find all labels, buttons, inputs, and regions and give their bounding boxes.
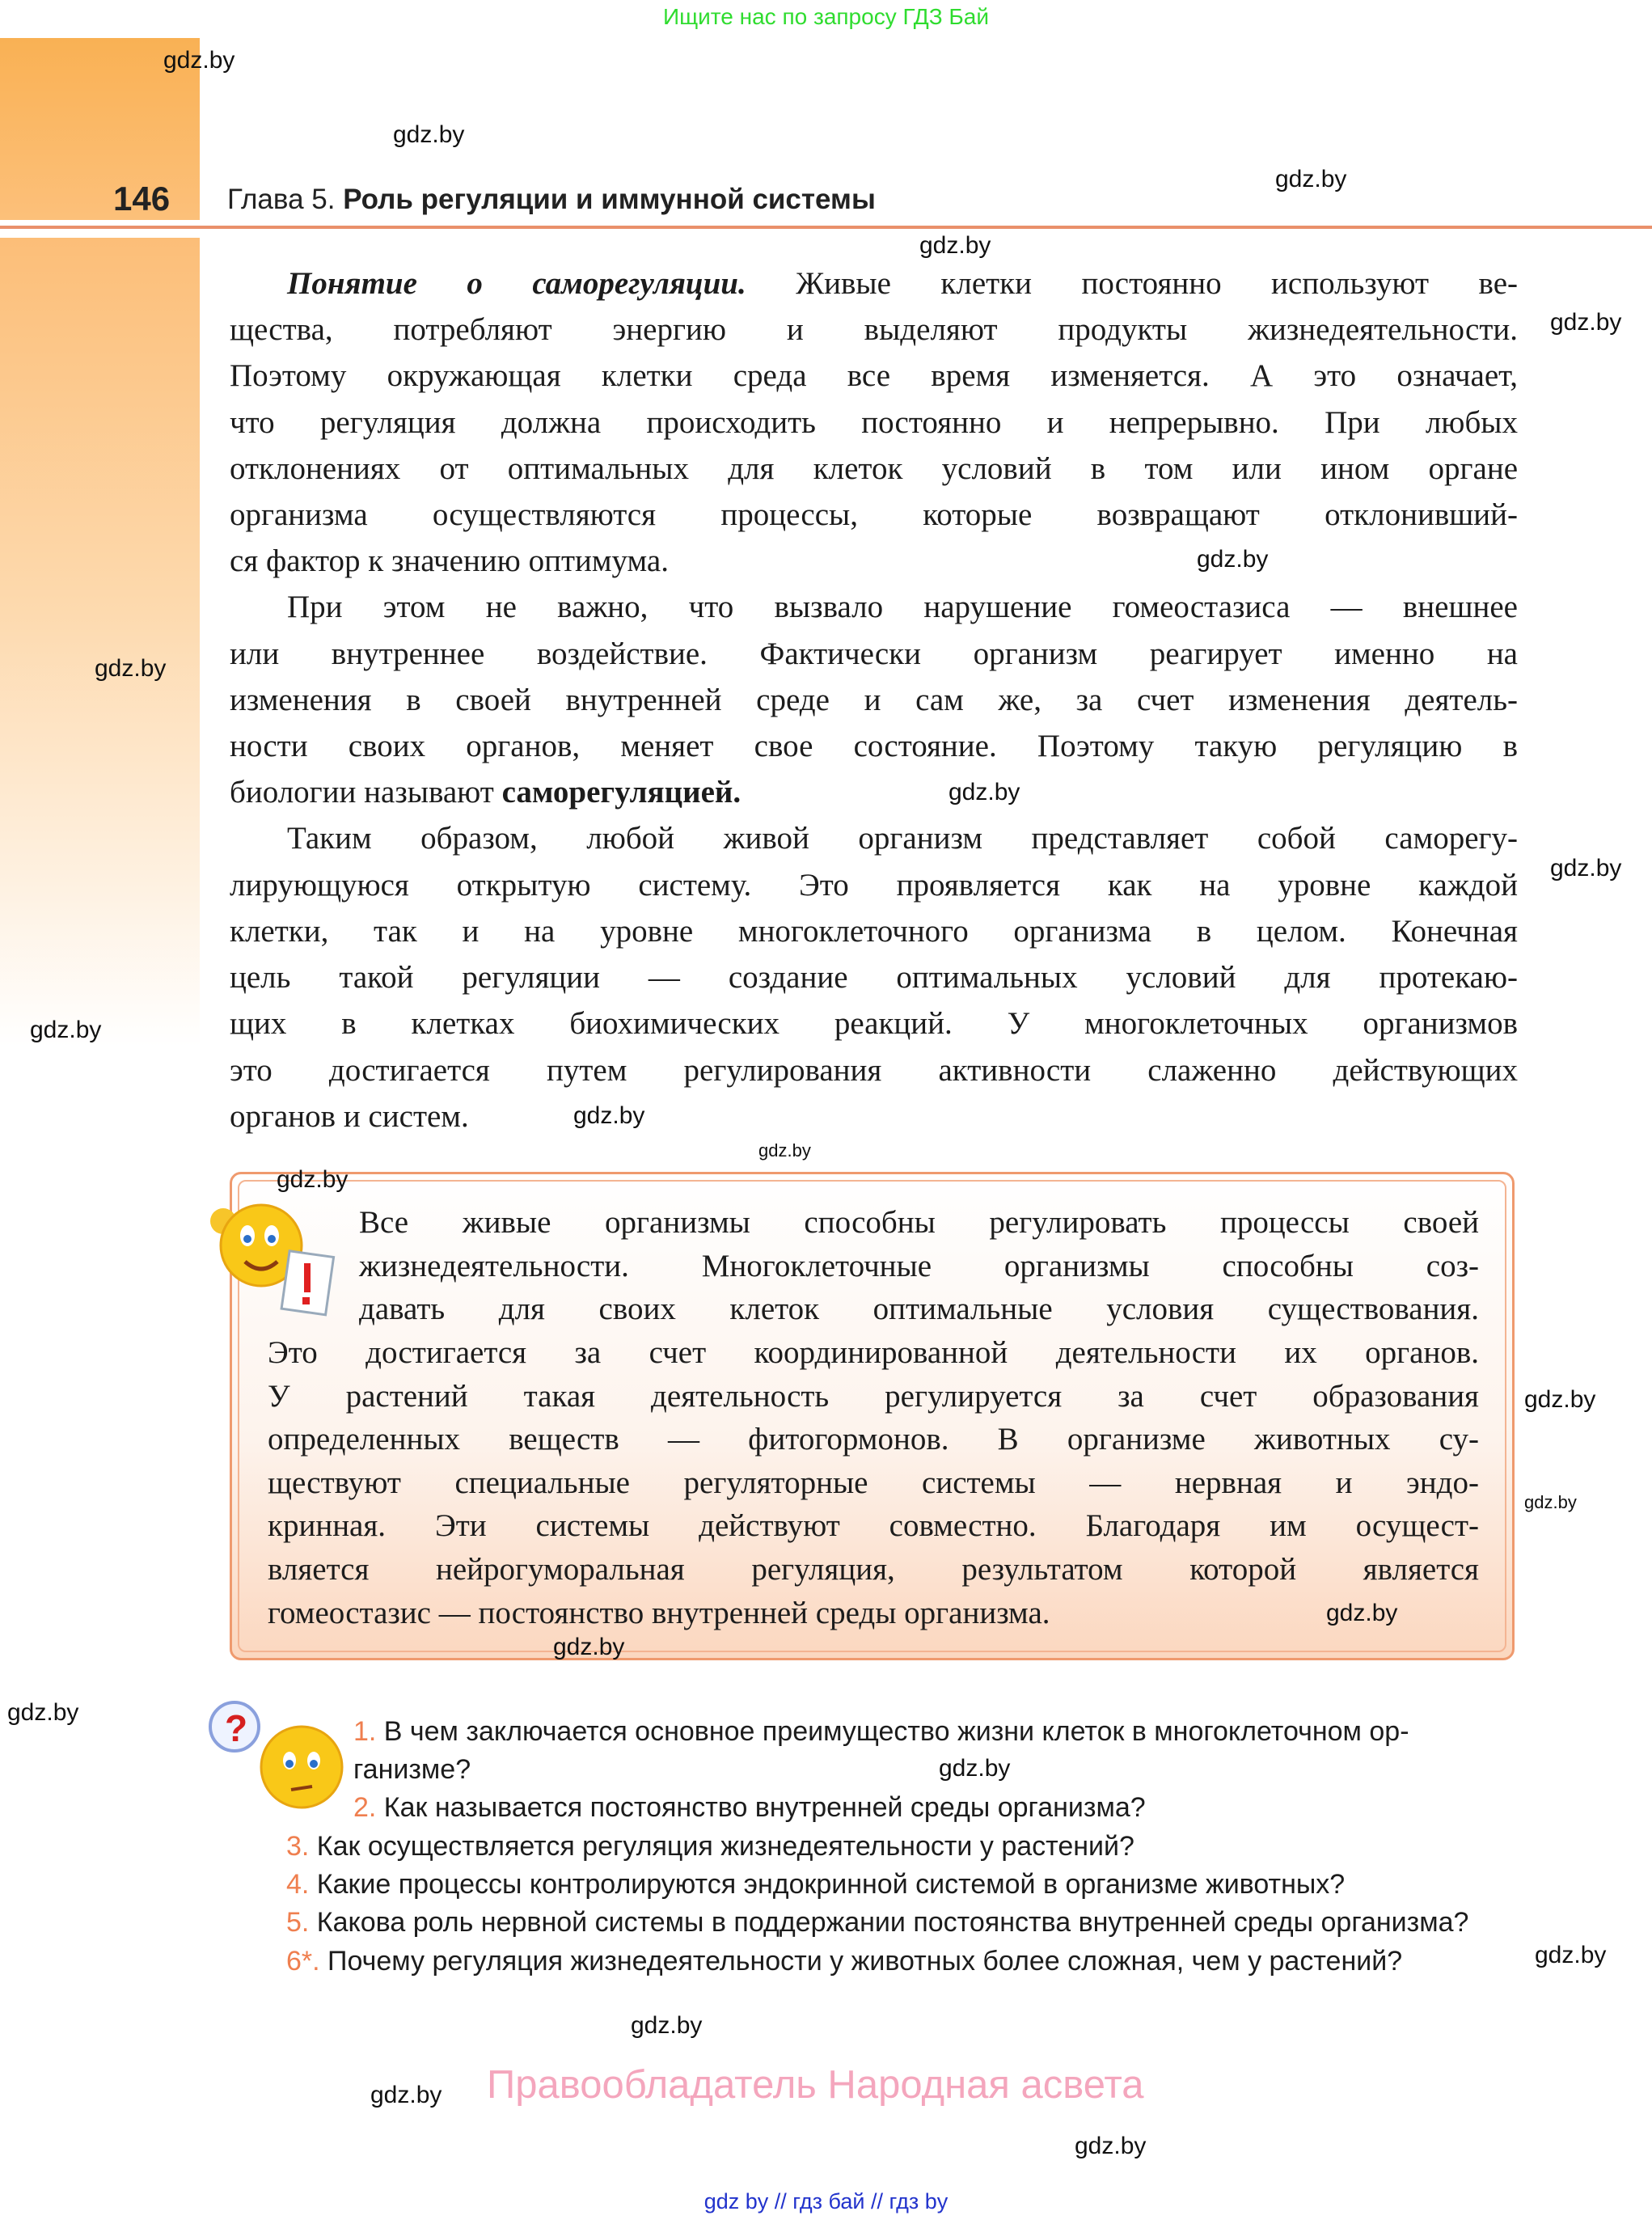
question-item: 2. Как называется постоянство внутренней среды организма? — [353, 1792, 1146, 1823]
chapter-name: Роль регуляции и иммунной системы — [343, 184, 876, 215]
callout-line: давать для своих клеток оптимальные условия существования. — [359, 1292, 1479, 1326]
watermark: gdz.by — [949, 779, 1020, 805]
callout-line: Все живые организмы способны регулировать процессы своей — [359, 1205, 1479, 1240]
body-line: щих в клетках биохимических реакций. У многоклеточных организмов — [230, 1006, 1518, 1041]
body-line: это достигается путем регулирования активности слаженно действующих — [230, 1053, 1518, 1088]
watermark: gdz.by — [7, 1699, 79, 1726]
body-line: биологии называют саморегуляцией. — [230, 775, 741, 810]
exclamation-smiley-icon — [201, 1189, 354, 1326]
body-line: лирующуюся открытую систему. Это проявляется как на уровне каждой — [230, 868, 1518, 903]
watermark: gdz.by — [919, 232, 991, 259]
question-smiley-icon — [201, 1694, 346, 1816]
watermark: gdz.by — [95, 655, 167, 682]
watermark: gdz.by — [1197, 546, 1269, 573]
body-line: цель такой регуляции — создание оптимальных условий для протекаю- — [230, 960, 1518, 995]
chapter-prefix: Глава 5. — [227, 184, 336, 215]
search-banner: Ищите нас по запросу ГДЗ Бай — [662, 4, 990, 29]
question-item: 4. Какие процессы контролируются эндокринной системой в организме животных? — [286, 1869, 1346, 1900]
body-line: ности своих органов, меняет свое состояние. Поэтому такую регуляцию в — [230, 729, 1518, 763]
body-line: Понятие о саморегуляции. Живые клетки постоянно используют ве- — [287, 266, 1519, 301]
section-heading: Понятие о саморегуляции. — [287, 266, 746, 301]
page-number: 146 — [113, 180, 171, 218]
watermark: gdz.by — [1275, 166, 1347, 192]
watermark: gdz.by — [1550, 309, 1622, 336]
callout-line: определенных веществ — фитогормонов. В организме животных су- — [268, 1422, 1479, 1457]
watermark: gdz.by — [1075, 2133, 1147, 2159]
body-line: клетки, так и на уровне многоклеточного организма в целом. Конечная — [230, 914, 1518, 949]
callout-line: жизнедеятельности. Многоклеточные организмы способны соз- — [359, 1249, 1479, 1283]
bold-term: саморегуляцией. — [501, 775, 741, 810]
watermark: gdz.by — [758, 1140, 811, 1161]
watermark: gdz.by — [573, 1102, 645, 1129]
watermark: gdz.by — [163, 47, 235, 74]
callout-line: Это достигается за счет координированной деятельности их органов. — [268, 1335, 1479, 1370]
callout-line: кринная. Эти системы действуют совместно. Благодаря им осущест- — [268, 1508, 1479, 1543]
body-line: что регуляция должна происходить постоянно и непрерывно. При любых — [230, 405, 1518, 440]
header-divider — [0, 226, 1652, 229]
watermark: gdz.by — [370, 2082, 442, 2108]
callout-line: У растений такая деятельность регулируется за счет образования — [268, 1379, 1479, 1414]
body-line: изменения в своей внутренней среде и сам же, за счет изменения деятель- — [230, 683, 1518, 717]
watermark: gdz.by — [553, 1634, 625, 1660]
body-line: Таким образом, любой живой организм представляет собой саморегу- — [287, 821, 1518, 856]
watermark: gdz.by — [1524, 1386, 1596, 1413]
callout-line: вляется нейрогуморальная регуляция, результатом которой является — [268, 1552, 1479, 1587]
watermark: gdz.by — [30, 1017, 102, 1043]
watermark: gdz.by — [1550, 855, 1622, 882]
body-line: ся фактор к значению оптимума. — [230, 543, 669, 578]
watermark: gdz.by — [1326, 1600, 1398, 1626]
question-item: 5. Какова роль нервной системы в поддержании постоянства внутренней среды организма? — [286, 1907, 1469, 1938]
watermark: gdz.by — [1524, 1492, 1577, 1512]
rights-holder-notice: Правообладатель Народная асвета — [487, 2063, 1144, 2107]
body-line: отклонениях от оптимальных для клеток условий в том или ином органе — [230, 451, 1518, 486]
body-line: организма осуществляются процессы, которые возвращают отклонивший- — [230, 497, 1518, 532]
body-line: При этом не важно, что вызвало нарушение гомеостазиса — внешнее — [287, 590, 1518, 624]
svg-text:?: ? — [225, 1707, 248, 1749]
watermark: gdz.by — [631, 2012, 703, 2039]
watermark: gdz.by — [1535, 1942, 1607, 1968]
question-item: 1. В чем заключается основное преимущество жизни клеток в многоклеточном ор- — [353, 1716, 1409, 1747]
watermark: gdz.by — [393, 121, 465, 148]
callout-line: ществуют специальные регуляторные системы — нервная и эндо- — [268, 1465, 1479, 1500]
question-item: 3. Как осуществляется регуляция жизнедеятельности у растений? — [286, 1831, 1134, 1862]
question-item: ганизме? — [353, 1754, 471, 1785]
body-line: щества, потребляют энергию и выделяют продукты жизнедеятельности. — [230, 312, 1518, 347]
question-item: 6*. Почему регуляция жизнедеятельности у животных более сложная, чем у растений? — [286, 1946, 1403, 1977]
page-side-stripe — [0, 238, 200, 1046]
body-line: органов и систем. — [230, 1099, 469, 1134]
body-line: или внутреннее воздействие. Фактически организм реагирует именно на — [230, 636, 1518, 671]
chapter-title — [227, 183, 876, 217]
watermark: gdz.by — [939, 1755, 1011, 1782]
body-line: Поэтому окружающая клетки среда все время изменяется. А это означает, — [230, 358, 1518, 393]
callout-line: гомеостазис — постоянство внутренней среды организма. — [268, 1596, 1050, 1630]
footer-link[interactable]: gdz by // гдз бай // гдз by — [703, 2189, 949, 2213]
watermark: gdz.by — [277, 1166, 349, 1193]
